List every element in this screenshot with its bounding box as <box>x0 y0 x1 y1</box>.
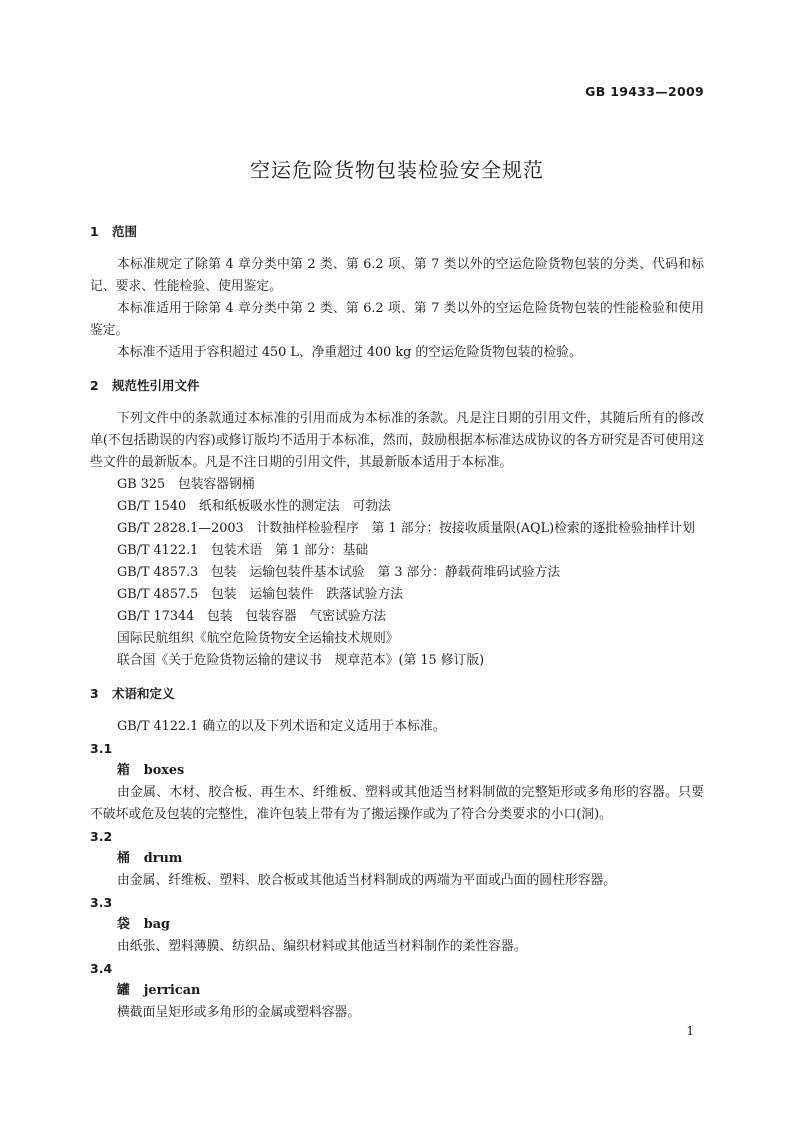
page-number: 1 <box>686 1024 694 1038</box>
section-heading-2 <box>90 376 704 396</box>
section-title: 规范性引用文件 <box>112 378 200 393</box>
term-en: drum <box>143 851 183 866</box>
term-zh: 桶 <box>117 851 130 866</box>
section-heading-1 <box>90 222 704 242</box>
clause-number: 3.3 <box>90 895 113 910</box>
scope-paragraph: 本标准不适用于容积超过 450 L、净重超过 400 kg 的空运危险货物包装的检验。 <box>117 345 582 360</box>
term-definition: 由纸张、塑料薄膜、纺织品、编织材料或其他适当材料制作的柔性容器。 <box>117 939 527 954</box>
reference-item: 国际民航组织《航空危险货物安全运输技术规则》 <box>117 631 399 646</box>
reference-item: 联合国《关于危险货物运输的建议书 规章范本》(第 15 修订版) <box>117 653 485 668</box>
term-en: boxes <box>143 763 185 778</box>
reference-item: GB 325 包装容器钢桶 <box>117 477 255 492</box>
document-title: 空运危险货物包装检验安全规范 <box>250 158 544 182</box>
references-intro: 下列文件中的条款通过本标准的引用而成为本标准的条款。凡是注日期的引用文件，其随后所有的修改单(不包括勘误的内容)或修订版均不适用于本标准，然而，鼓励根据本标准达成协议的各方研究是否可使用这些文件的最新版本。凡是不注日期的引用文件，其最新版本适用于本标准。 <box>90 411 704 470</box>
clause-number: 3.1 <box>90 741 113 756</box>
term-entry <box>90 914 704 936</box>
term-entry <box>90 848 704 870</box>
document-body <box>90 222 704 1024</box>
term-en: jerrican <box>143 983 201 998</box>
section-title: 术语和定义 <box>112 686 175 701</box>
term-zh: 箱 <box>117 763 130 778</box>
section-title: 范围 <box>112 224 138 239</box>
term-definition: 横截面呈矩形或多角形的金属或塑料容器。 <box>117 1005 361 1020</box>
reference-item: GB/T 4857.3 包装 运输包装件基本试验 第 3 部分：静载荷堆码试验方法 <box>117 565 561 580</box>
reference-item: GB/T 1540 纸和纸板吸水性的测定法 可勃法 <box>117 499 391 514</box>
section-number: 2 <box>90 378 99 393</box>
reference-item: GB/T 2828.1—2003 计数抽样检验程序 第 1 部分：按接收质量限(AQL)检索的逐批检验抽样计划 <box>117 521 695 536</box>
term-en: bag <box>143 917 170 932</box>
term-entry <box>90 980 704 1002</box>
section-heading-3 <box>90 684 704 704</box>
scope-paragraph: 本标准适用于除第 4 章分类中第 2 类、第 6.2 项、第 7 类以外的空运危险货物包装的性能检验和使用鉴定。 <box>90 301 704 338</box>
terms-intro: GB/T 4122.1 确立的以及下列术语和定义适用于本标准。 <box>117 719 446 734</box>
reference-item: GB/T 17344 包装 包装容器 气密试验方法 <box>117 609 387 624</box>
section-number: 1 <box>90 224 99 239</box>
clause-number: 3.2 <box>90 829 113 844</box>
term-zh: 袋 <box>117 917 130 932</box>
term-zh: 罐 <box>117 983 130 998</box>
reference-item: GB/T 4122.1 包装术语 第 1 部分：基础 <box>117 543 369 558</box>
scope-paragraph: 本标准规定了除第 4 章分类中第 2 类、第 6.2 项、第 7 类以外的空运危险货物包装的分类、代码和标记、要求、性能检验、使用鉴定。 <box>90 257 704 294</box>
section-number: 3 <box>90 686 99 701</box>
term-entry <box>90 760 704 782</box>
term-definition: 由金属、纤维板、塑料、胶合板或其他适当材料制成的两端为平面或凸面的圆柱形容器。 <box>117 873 617 888</box>
term-definition: 由金属、木材、胶合板、再生木、纤维板、塑料或其他适当材料制做的完整矩形或多角形的容器。只要不破坏或危及包装的完整性，准许包装上带有为了搬运操作或为了符合分类要求的小口(洞)。 <box>90 785 704 822</box>
standard-code: GB 19433—2009 <box>585 84 704 99</box>
clause-number: 3.4 <box>90 961 113 976</box>
reference-item: GB/T 4857.5 包装 运输包装件 跌落试验方法 <box>117 587 404 602</box>
